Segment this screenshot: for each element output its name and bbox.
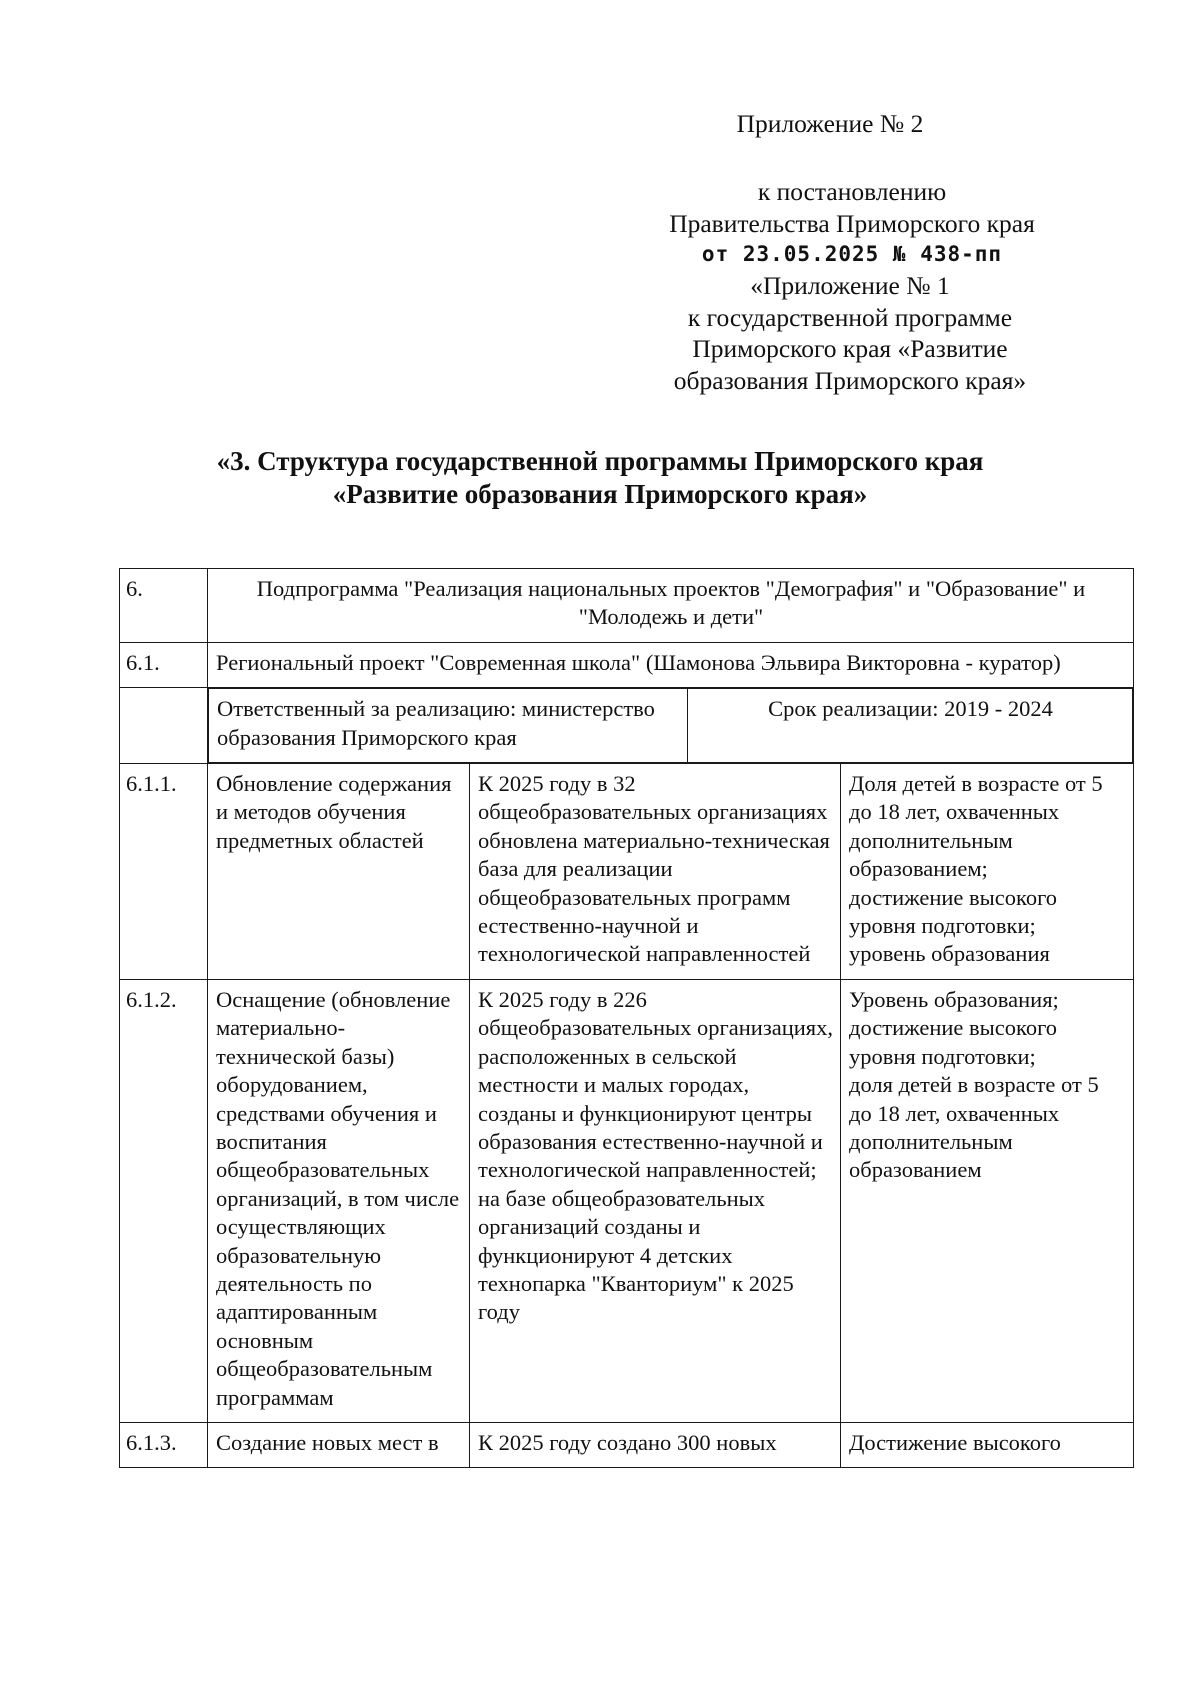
program-line-2: к государственной программе: [687, 302, 1013, 332]
program-line-4: образования Приморского края»: [673, 365, 1027, 395]
registration-number: от 23.05.2025 № 438-пп: [701, 242, 1003, 267]
row-number: 6.1.: [120, 642, 208, 687]
indicators-cell: Доля детей в возрасте от 5 до 18 лет, охваченных дополнительным образованием; достижение высокого уровня подготовки; уровень образования: [841, 764, 1134, 980]
indicators-cell: Уровень образования; достижение высокого уровня подготовки; доля детей в возрасте от 5 до 18 лет, охваченных дополнительным образованием: [841, 979, 1134, 1422]
indicators-cell: Достижение высокого: [841, 1422, 1134, 1467]
appendix-title: [640, 108, 1020, 140]
row-number: 6.1.3.: [120, 1422, 208, 1467]
result-cell: К 2025 году в 32 общеобразовательных организациях обновлена материально-техническая база для реализации общеобразовательных программ естественно-научной и технологической направленностей: [470, 764, 841, 980]
table-row: [120, 764, 1134, 980]
responsible-split-cell: [208, 688, 1134, 764]
section-heading: [130, 445, 1070, 511]
result-cell: К 2025 году создано 300 новых: [470, 1422, 841, 1467]
table-row-subprogram: [120, 569, 1134, 643]
table-row-responsible: [120, 688, 1134, 764]
table-row: [120, 979, 1134, 1422]
section-heading-line-2: «Развитие образования Приморского края»: [332, 479, 868, 509]
program-line-3: Приморского края «Развитие: [692, 334, 1008, 364]
row-number: 6.1.1.: [120, 764, 208, 980]
program-line-1: «Приложение № 1: [750, 271, 950, 300]
task-cell: Обновление содержания и методов обучения предметных областей: [208, 764, 470, 980]
resolution-line-1: к постановлению: [757, 177, 947, 206]
resolution-reference: [622, 176, 1082, 271]
responsible-executor: Ответственный за реализацию: министерство образования Приморского края: [209, 689, 688, 763]
empty-number-cell: [120, 688, 208, 764]
table-row-regional-project: [120, 642, 1134, 687]
resolution-line-2: Правительства Приморского края: [669, 208, 1035, 238]
implementation-term: Срок реализации: 2019 - 2024: [688, 689, 1133, 763]
subprogram-title: Подпрограмма "Реализация национальных проектов "Демография" и "Образование" и "Молодежь и дети": [208, 569, 1134, 643]
program-structure-table: [119, 568, 1134, 1468]
task-cell: Создание новых мест в: [208, 1422, 470, 1467]
responsible-inner-table: [208, 688, 1133, 763]
row-number: 6.: [120, 569, 208, 643]
result-cell: К 2025 году в 226 общеобразовательных организациях, расположенных в сельской местности и малых городах, созданы и функционируют центры образования естественно-научной и технологической направленностей; на базе общеобразовательных организаций созданы и функционируют 4 детских технопарка "Кванториум" к 2025 году: [470, 979, 841, 1422]
row-number: 6.1.2.: [120, 979, 208, 1422]
regional-project-title: Региональный проект "Современная школа" (Шамонова Эльвира Викторовна - куратор): [208, 642, 1134, 687]
table-row: [120, 1422, 1134, 1467]
section-heading-line-1: «3. Структура государственной программы Приморского края: [216, 446, 984, 476]
task-cell: Оснащение (обновление материально-технической базы) оборудованием, средствами обучения и воспитания общеобразовательных организаций, в том числе осуществляющих образовательную деятельность по адаптированным основным общеобразовательным программам: [208, 979, 470, 1422]
appendix-title-text: Приложение № 2: [736, 109, 924, 138]
program-reference: [610, 270, 1090, 396]
